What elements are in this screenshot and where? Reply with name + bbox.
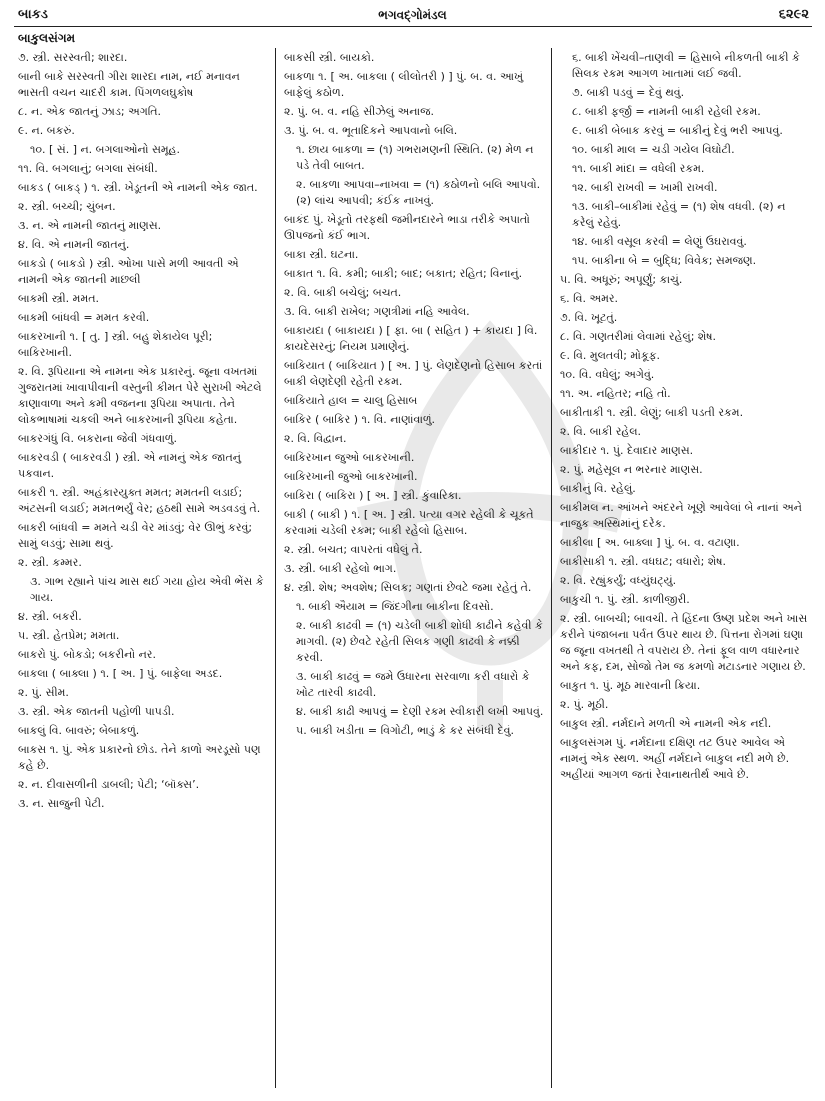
dictionary-entry: ૩. ન. એ નામની જાતનું માણસ. [18, 219, 162, 232]
dictionary-entry: બાકીમલ ન. આંખને અંદરને ખૂણે આવેલાં બે નાનાં અને નાજુક અસ્થિમાંનું દરેક. [560, 501, 802, 530]
dictionary-entry: બાકુલ સ્ત્રી. નર્મદાને મળતી એ નામની એક નદી. [560, 717, 772, 730]
dictionary-entry: બાકીસાકી ૧. સ્ત્રી. વધઘટ; વધારો; શેષ. [560, 555, 726, 568]
dictionary-entry: ૨. સ્ત્રી. બચત; વાપરતાં વધેલું તે. [284, 543, 423, 556]
dictionary-entry: ૪. સ્ત્રી. શેષ; અવશેષ; સિલક; ગણતાં છેવટે જમા રહેતું તે. [284, 581, 532, 594]
guide-word: બાકુલસંગમ [18, 31, 76, 45]
dictionary-entry: બાકિરખાન જુઓ બાકરખાની. [284, 451, 415, 464]
dictionary-entry: બાકિરા ( બાકિરા ) [ અ. ] સ્ત્રી. કુંવારિકા. [284, 489, 462, 502]
dictionary-column-1 [18, 50, 264, 815]
dictionary-entry: બાકિયાતે હાલ = ચાલુ હિસાબ [284, 394, 418, 407]
dictionary-entry: બાકમી બાંધવી = મમત કરવી. [18, 311, 150, 324]
dictionary-entry: બાની બાકે સરસ્વતી ગીરા શારદા નામ, નઈ મનાવન ભાસતી વચન ચાદરી કામ. પિંગળલઘુકોષ [18, 70, 240, 99]
dictionary-entry: બાકરવડી ( બાકરવડી ) સ્ત્રી. એ નામનું એક જાતનું પકવાન. [18, 451, 241, 480]
dictionary-entry: બાકળા ૧. [ અ. બાકલા ( લીલોતરી ) ] પું. બ. વ. આખું બાફેલું કઠોળ. [284, 70, 523, 99]
dictionary-entry: ૨. ન. દીવાસળીની ડાબલી; પેટી; ‘બૉક્સ’. [18, 778, 200, 791]
dictionary-entry: ૧૦. બાકી માલ = ચડી ગયેલ વિઘોટી. [572, 143, 735, 156]
dictionary-entry: ૬. વિ. અમર. [560, 292, 619, 305]
dictionary-entry: બાકાયદા ( બાકાયદા ) [ ફા. બા ( સહિત ) + કાયદા ] વિ. કાયદેસરનું; નિયમ પ્રમાણેનું. [284, 324, 538, 353]
dictionary-entry: ૫. સ્ત્રી. હેતપ્રેમ; મમતા. [18, 629, 120, 642]
page-number: ૬૨૯૨ [778, 7, 809, 22]
dictionary-entry: ૨. વિ. રૂપિયાના એ નામના એક પ્રકારનું. જૂના વખતમાં ગુજરાતમાં ખાવાપીવાની વસ્તુની કીમત પેરે સુરાખી એટલે કાણાવાળા અને કમી વજનના રૂપિયા અપાતા. તેને લોકભાષામાં ચકલી અને બાકરખાની રૂપિયા કહેતા. [18, 365, 262, 426]
dictionary-entry: બાકિરખાની જુઓ બાકરખાની. [284, 470, 418, 483]
dictionary-entry: ૧૦. [ સં. ] ન. બગલાઓનો સમૂહ. [30, 143, 180, 156]
dictionary-entry: બાકરગંધું વિ. બકરાના જેવી ગંધવાળું. [18, 432, 177, 445]
dictionary-entry: ૧૫. બાકીના બે = બુદ્ધિ; વિવેક; સમજણ. [572, 254, 757, 267]
dictionary-entry: ૧૪. બાકી વસૂલ કરવી = લેણું ઉઘરાવવું. [572, 235, 747, 248]
dictionary-entry: ૩. પું. બ. વ. ભૂતાદિકને આપવાનો બલિ. [284, 124, 458, 137]
dictionary-entry: ૨. સ્ત્રી. કમ્મર. [18, 556, 82, 569]
dictionary-entry: ૪. બાકી કાઢી આપવું = દેણી રકમ સ્વીકારી લખી આપવું. [296, 705, 544, 718]
dictionary-entry: ૧૧. અ. નહિતર; નહિ તો. [560, 387, 671, 400]
dictionary-entry: ૩. સ્ત્રી. એક જાતની પહોળી પાપડી. [18, 705, 175, 718]
dictionary-entry: ૩. સ્ત્રી. બાકી રહેલો ભાગ. [284, 562, 397, 575]
dictionary-entry: ૯. બાકી બેબાક કરવું = બાકીનું દેવું ભરી આપવું. [572, 124, 783, 137]
dictionary-entry: ૮. બાકી ફર્જી = નામની બાકી રહેલી રકમ. [572, 105, 761, 118]
dictionary-entry: બાકા સ્ત્રી. ઘટના. [284, 248, 359, 261]
dictionary-entry: બાકીલા [ અ. બાક્લા ] પું. બ. વ. વટાણા. [560, 536, 740, 549]
dictionary-entry: ૬. બાકી ખેંચવી–તાણવી = હિસાબે નીકળતી બાકી કે સિલક રકમ આગળ ખાતામાં લઈ જવી. [572, 51, 800, 80]
dictionary-entry: બાકંદ પું. ખેડૂતો તરફથી જમીનદારને ભાડા તરીકે અપાતો ઊપજનો કંઈ ભાગ. [284, 213, 530, 242]
dictionary-entry: બાકુલસંગમ પું. નર્મદાના દક્ષિણ તટ ઉપર આવેલ એ નામનું એક સ્થળ. અહીં નર્મદાને બાકુલ નદી મળે છે. અહીંયાં આગળ જતાં રેવાનાથતીર્થ આવે છે. [560, 736, 790, 781]
dictionary-entry: ૧૧. વિ. બગલાનું; બગલા સંબંધી. [18, 162, 158, 175]
dictionary-entry: ૨. વિ. બાકી રહેલ. [560, 425, 642, 438]
dictionary-entry: ૮. ન. એક જાતનું ઝાડ; અગતિ. [18, 105, 162, 118]
dictionary-entry: બાકમી સ્ત્રી. મમત. [18, 292, 99, 305]
dictionary-entry: બાકિર ( બાકિર ) ૧. વિ. નાણાંવાળું. [284, 413, 436, 426]
header-left-guide: બાકડ [18, 7, 48, 22]
dictionary-entry: બાકલા ( બાક્લા ) ૧. [ અ. ] પું. બાફેલા અડદ. [18, 667, 223, 680]
dictionary-entry: બાકીનું વિ. રહેલું. [560, 482, 636, 495]
dictionary-entry: ૨. પું. સીમ. [18, 686, 69, 699]
dictionary-entry: ૪. વિ. એ નામની જાતનું. [18, 238, 130, 251]
dictionary-entry: ૨. વિ. રહ્યુંકર્યું; વધ્યુંઘટ્યું. [560, 574, 677, 587]
dictionary-entry: ૧૧. બાકી માંદા = વધેલી રકમ. [572, 162, 705, 175]
dictionary-entry: ૨. વિ. વિદ્વાન. [284, 432, 347, 445]
dictionary-entry: બાકુત ૧. પું. મૂઠ મારવાની ક્રિયા. [560, 679, 701, 692]
dictionary-entry: ૧૦. વિ. વધેલું; અગેવું. [560, 368, 655, 381]
dictionary-entry: બાકીતાકી ૧. સ્ત્રી. લેણું; બાકી પડતી રકમ. [560, 406, 744, 419]
dictionary-entry: ૭. વિ. ખૂટતું. [560, 311, 618, 324]
dictionary-entry: ૪. સ્ત્રી. બકરી. [18, 610, 82, 623]
dictionary-entry: ૨. બાકળા આપવા–નાખવા = (૧) કઠોળનો બલિ આપવો. (૨) લાંચ આપવી; કંઈક નાખવું. [296, 178, 541, 207]
column-divider [275, 48, 276, 1088]
dictionary-entry: ૯. ન. બકરું. [18, 124, 75, 137]
dictionary-entry: બાકિયાત ( બાકિયાત ) [ અ. ] પું. લેણદેણનો હિસાબ કરતાં બાકી લેણદેણી રહેતી રકમ. [284, 359, 543, 388]
dictionary-entry: ૮. વિ. ગણતરીમાં લેવામાં રહેલું; શેષ. [560, 330, 717, 343]
dictionary-entry: ૩. બાકી કાઢવું = જમે ઉધારના સરવાળા કરી વધારો કે ખોટ તારવી કાઢવી. [296, 670, 530, 699]
dictionary-column-2 [284, 50, 546, 742]
dictionary-entry: ૩. ન. સાજુની પેટી. [18, 797, 105, 810]
dictionary-entry: બાકલું વિ. બાવરું; બેબાકળું. [18, 724, 140, 737]
dictionary-entry: ૨. બાકી કાઢવી = (૧) ચડેલી બાકી શોધી કાઢીને કહેવી કે માગવી. (૨) છેવટે રહેતી સિલક ગણી કાઢવી કે નક્કી કરવી. [296, 619, 543, 664]
dictionary-entry: ૩. વિ. બાકી રાખેલ; ગણત્રીમાં નહિ આવેલ. [284, 305, 470, 318]
dictionary-entry: બાકરખાની ૧. [ તુ. ] સ્ત્રી. બહુ શેકાયેલ પૂરી; બાકિરખાની. [18, 330, 213, 359]
dictionary-entry: ૧. છાય બાકળા = (૧) ગભરામણની સ્થિતિ. (૨) મેળ ન પડે તેવી બાબત. [296, 143, 534, 172]
dictionary-entry: બાકડ ( બાકડ્ ) ૧. સ્ત્રી. ખેડૂતની એ નામની એક જાત. [18, 181, 258, 194]
dictionary-entry: ૯. વિ. મુલતવી; મોકૂફ. [560, 349, 661, 362]
dictionary-entry: બાકસી સ્ત્રી. બાયકો. [284, 51, 375, 64]
dictionary-entry: ૫. વિ. અધૂરું; અપૂર્ણું; કાચું. [560, 273, 683, 286]
dictionary-entry: ૨. સ્ત્રી. બાબચી; બાવચી. તે હિંદના ઉષ્ણ પ્રદેશ અને ખાસ કરીને પંજાબના પર્વત ઉપર થાય છે. પિત્તના રોગમાં ઘણા જ જૂના વખતથી તે વપરાય છે. તેનાં ફૂલ વાળ વધારનાર અને કફ, દમ, સોજો તેમ જ કમળો મટાડનાર ગણાય છે. [560, 612, 808, 673]
dictionary-entry: ૭. સ્ત્રી. સરસ્વતી; શારદા. [18, 51, 128, 64]
dictionary-entry: ૨. પું. બ. વ. નહિ સીઝેલું અનાજ. [284, 105, 435, 118]
dictionary-entry: ૨. વિ. બાકી બચેલું; બચત. [284, 286, 402, 299]
dictionary-entry: ૧૩. બાકી–બાકીમાં રહેવું = (૧) શેષ વધવી. (૨) ન કરેલું રહેવું. [572, 200, 786, 229]
dictionary-entry: ૨. પું. મહેસૂલ ન ભરનાર માણસ. [560, 463, 703, 476]
column-divider [551, 48, 552, 1088]
dictionary-entry: ૫. બાકી ખડીતા = વિગોટી, ભાડું કે કર સંબંધી દેવું. [296, 724, 514, 737]
dictionary-entry: બાકાત ૧. વિ. કમી; બાકી; બાદ; બકાત; રહિત; વિનાનું. [284, 267, 523, 280]
dictionary-entry: ૩. ગાભ રહ્યાને પાંચ માસ થઈ ગયા હોય એવી ભેંસ કે ગાય. [30, 575, 264, 604]
dictionary-entry: ૨. સ્ત્રી. બચ્ચી; ચુંબન. [18, 200, 116, 213]
dictionary-column-3 [560, 50, 810, 786]
dictionary-entry: બાકુચી ૧. પું. સ્ત્રી. કાળીજીરી. [560, 593, 690, 606]
dictionary-entry: ૨. પું. મૂઠી. [560, 698, 609, 711]
dictionary-entry: બાકી ( બાકી ) ૧. [ અ. ] સ્ત્રી. પત્યા વગર રહેલી કે ચૂકતે કરવામાં ચડેલી રકમ; બાકી રહેલો હિસાબ. [284, 508, 534, 537]
dictionary-entry: બાકડો ( બાકડો ) સ્ત્રી. ઓખા પાસે મળી આવતી એ નામની એક જાતની માછલી [18, 257, 239, 286]
header-rule [14, 26, 812, 27]
dictionary-entry: ૧૨. બાકી રાખવી = ખામી રાખવી. [572, 181, 718, 194]
dictionary-entry: બાકરી ૧. સ્ત્રી. અહંકારયુક્ત મમત; મમતની લડાઈ; અંટસની લડાઈ; મમતભર્યું વેર; હઠથી સામે અડવડવું તે. [18, 486, 261, 515]
dictionary-entry: ૭. બાકી પડવું = દેવું થવું. [572, 86, 685, 99]
dictionary-entry: બાકીદાર ૧. પું. દેવાદાર માણસ. [560, 444, 694, 457]
dictionary-entry: ૧. બાકી ઐયામ = જિંદગીના બાકીના દિવસો. [296, 600, 494, 613]
page-title: ભગવદ્ગોમંડલ [378, 8, 447, 22]
dictionary-entry: બાકરો પું. બોકડો; બકરીનો નર. [18, 648, 156, 661]
dictionary-entry: બાકસ ૧. પું. એક પ્રકારનો છોડ. તેને કાળો અરડૂસો પણ કહે છે. [18, 743, 261, 772]
dictionary-entry: બાકરી બાંધવી = મમતે ચડી વેર માંડવું; વેર ઊભું કરવું; સામું લડવું; સામા થવું. [18, 521, 253, 550]
